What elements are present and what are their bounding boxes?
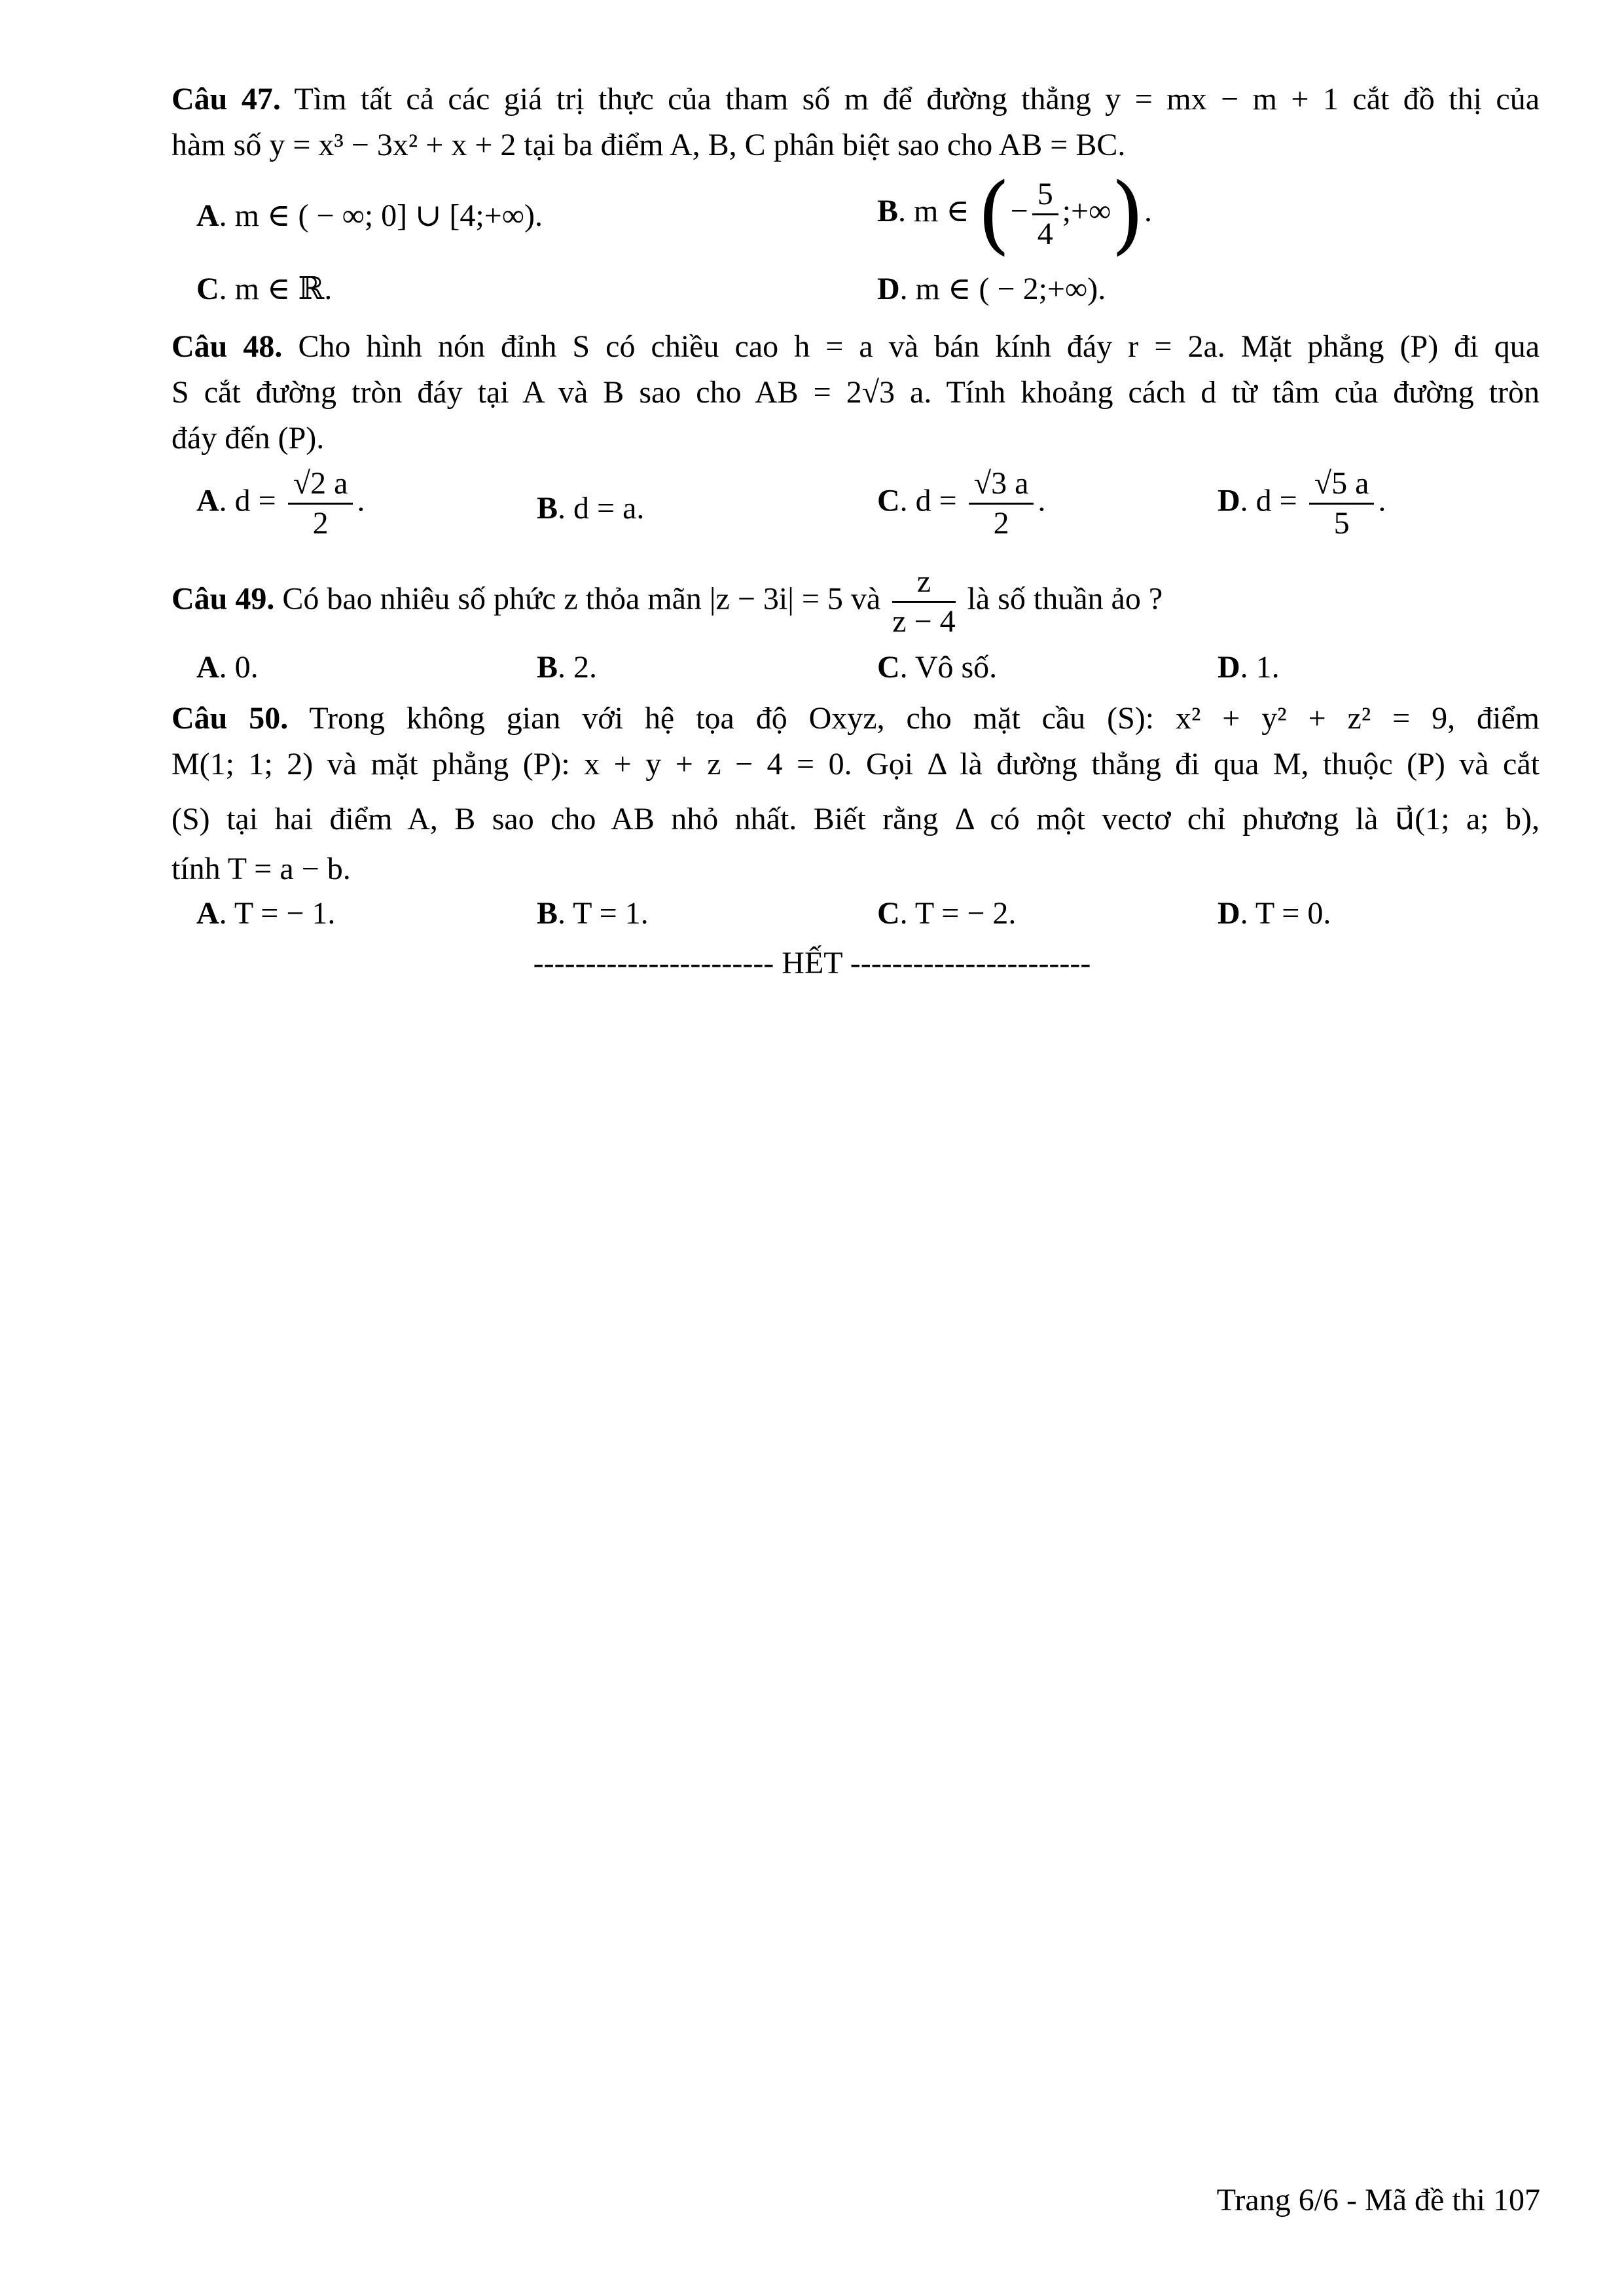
option-text: m ∈ ( − 2;+∞). — [915, 272, 1106, 306]
question-50-option-a[interactable] — [196, 893, 335, 935]
question-47-option-a[interactable] — [196, 195, 543, 237]
question-50-line-3 — [171, 798, 1540, 840]
option-dot: . — [899, 483, 908, 518]
option-dot: . — [558, 650, 566, 685]
denominator: 2 — [993, 506, 1009, 541]
option-text: Vô số. — [914, 650, 998, 685]
option-text: T = − 1. — [234, 896, 336, 931]
option-text: 1. — [1255, 650, 1280, 685]
option-dot: . — [219, 483, 227, 518]
option-end: . — [1144, 194, 1153, 229]
option-dot: . — [899, 272, 908, 306]
question-50-option-d[interactable] — [1218, 893, 1331, 935]
question-50-text-4: tính T = a − b. — [171, 852, 351, 886]
question-47-option-d[interactable] — [877, 268, 1106, 310]
option-suffix: ;+∞ — [1062, 194, 1111, 229]
question-50-text-1: Trong không gian với hệ tọa độ Oxyz, cho mặt cầu (S): x² + y² + z² = 9, điểm — [309, 701, 1540, 736]
option-letter: B — [537, 491, 558, 526]
question-48-option-a[interactable] — [196, 465, 365, 543]
question-47-text-2: hàm số y = x³ − 3x² + x + 2 tại ba điểm A, B, C phân biệt sao cho AB = BC. — [171, 128, 1126, 162]
numerator: √3 a — [969, 465, 1034, 505]
question-47-option-b[interactable] — [877, 164, 1153, 264]
option-text: T = − 2. — [914, 896, 1017, 931]
option-letter: D — [1218, 483, 1240, 518]
option-dot: . — [898, 194, 907, 229]
option-dot: . — [899, 650, 908, 685]
option-end: . — [357, 483, 365, 518]
numerator: √2 a — [288, 465, 353, 505]
question-48-line-3 — [171, 418, 1540, 459]
question-47-option-c[interactable] — [196, 268, 332, 310]
question-49-text-suffix: là số thuần ảo ? — [967, 581, 1163, 617]
option-dot: . — [558, 491, 566, 526]
question-50-line-1 — [171, 698, 1540, 740]
option-letter: C — [877, 896, 900, 931]
question-50-line-4 — [171, 848, 1540, 890]
question-49-label: Câu 49. — [171, 581, 275, 617]
option-text: m ∈ — [914, 194, 969, 229]
option-letter: C — [877, 650, 900, 685]
question-50-line-2 — [171, 744, 1540, 785]
numerator: 5 — [1032, 175, 1058, 215]
question-48-line-1 — [171, 326, 1540, 368]
question-50-text-2: M(1; 1; 2) và mặt phẳng (P): x + y + z − 4 = 0. Gọi Δ là đường thẳng đi qua M, thuộc (P) và cắt — [171, 747, 1540, 781]
fraction — [969, 465, 1034, 543]
option-dot: . — [219, 198, 227, 233]
question-49-text-prefix: Có bao nhiêu số phức z thỏa mãn |z − 3i| = 5 và — [282, 581, 881, 617]
option-dot: . — [1240, 896, 1248, 931]
option-text: 0. — [234, 650, 259, 685]
option-letter: D — [1218, 896, 1240, 931]
page-footer: Trang 6/6 - Mã đề thi 107 — [1216, 2183, 1540, 2217]
option-letter: B — [537, 896, 558, 931]
option-dot: . — [899, 896, 908, 931]
option-letter: A — [196, 896, 219, 931]
option-dot: . — [219, 650, 227, 685]
option-letter: D — [1218, 650, 1240, 685]
question-47-line-2 — [171, 124, 1540, 166]
option-dot: . — [219, 896, 227, 931]
question-48-option-d[interactable] — [1218, 465, 1386, 543]
option-text: d = — [1255, 483, 1297, 518]
option-letter: B — [877, 194, 899, 229]
option-end: . — [1378, 483, 1386, 518]
option-text: m ∈ ( − ∞; 0] ∪ [4;+∞). — [234, 198, 543, 233]
option-letter: A — [196, 650, 219, 685]
denominator: 5 — [1333, 506, 1350, 541]
question-49-line-1 — [171, 563, 1540, 641]
option-text: T = 1. — [573, 896, 649, 931]
fraction — [1309, 465, 1375, 543]
denominator: z − 4 — [892, 604, 956, 639]
question-47-label: Câu 47. — [171, 82, 281, 117]
question-49-option-d[interactable] — [1218, 647, 1280, 689]
right-paren: ) — [1111, 164, 1145, 264]
option-dot: . — [219, 272, 227, 306]
question-49-option-c[interactable] — [877, 647, 997, 689]
option-letter: B — [537, 650, 558, 685]
option-letter: D — [877, 272, 900, 306]
option-end: . — [1038, 483, 1046, 518]
question-48-text-1: Cho hình nón đỉnh S có chiều cao h = a và bán kính đáy r = 2a. Mặt phẳng (P) đi qua — [298, 329, 1540, 364]
option-dot: . — [1240, 483, 1248, 518]
question-48-option-c[interactable] — [877, 465, 1045, 543]
end-marker: ----------------------- HẾT ----------------------- — [533, 946, 1091, 980]
option-text: T = 0. — [1255, 896, 1331, 931]
option-letter: A — [196, 198, 219, 233]
question-49-option-a[interactable] — [196, 647, 259, 689]
fraction — [288, 465, 353, 543]
question-47-line-1 — [171, 79, 1540, 120]
option-text: m ∈ ℝ. — [234, 272, 333, 306]
question-50-label: Câu 50. — [171, 701, 289, 736]
question-48-label: Câu 48. — [171, 329, 283, 364]
minus-sign: − — [1010, 194, 1028, 229]
question-50-option-b[interactable] — [537, 893, 649, 935]
question-48-line-2 — [171, 372, 1540, 414]
question-48-option-b[interactable] — [537, 488, 644, 529]
option-letter: C — [877, 483, 900, 518]
denominator: 4 — [1037, 216, 1053, 251]
option-text: d = a. — [573, 491, 645, 526]
option-text: d = — [915, 483, 957, 518]
option-letter: C — [196, 272, 219, 306]
question-50-option-c[interactable] — [877, 893, 1016, 935]
numerator: √5 a — [1309, 465, 1375, 505]
question-50-text-3: (S) tại hai điểm A, B sao cho AB nhỏ nhất. Biết rằng Δ có một vectơ chỉ phương là u⃗(1; a; b), — [171, 802, 1540, 836]
question-48-text-2: S cắt đường tròn đáy tại A và B sao cho AB = 2√3 a. Tính khoảng cách d từ tâm của đường tròn — [171, 375, 1540, 410]
question-47-text-1: Tìm tất cả các giá trị thực của tham số m để đường thẳng y = mx − m + 1 cắt đồ thị của — [294, 82, 1540, 117]
option-dot: . — [558, 896, 566, 931]
question-48-text-3: đáy đến (P). — [171, 421, 325, 456]
question-49-option-b[interactable] — [537, 647, 597, 689]
denominator: 2 — [312, 506, 329, 541]
option-letter: A — [196, 483, 219, 518]
left-paren: ( — [977, 164, 1011, 264]
option-text: 2. — [573, 650, 598, 685]
numerator: z — [892, 563, 955, 603]
fraction — [1032, 175, 1058, 253]
fraction — [892, 563, 955, 641]
option-dot: . — [1240, 650, 1248, 685]
option-text: d = — [234, 483, 276, 518]
